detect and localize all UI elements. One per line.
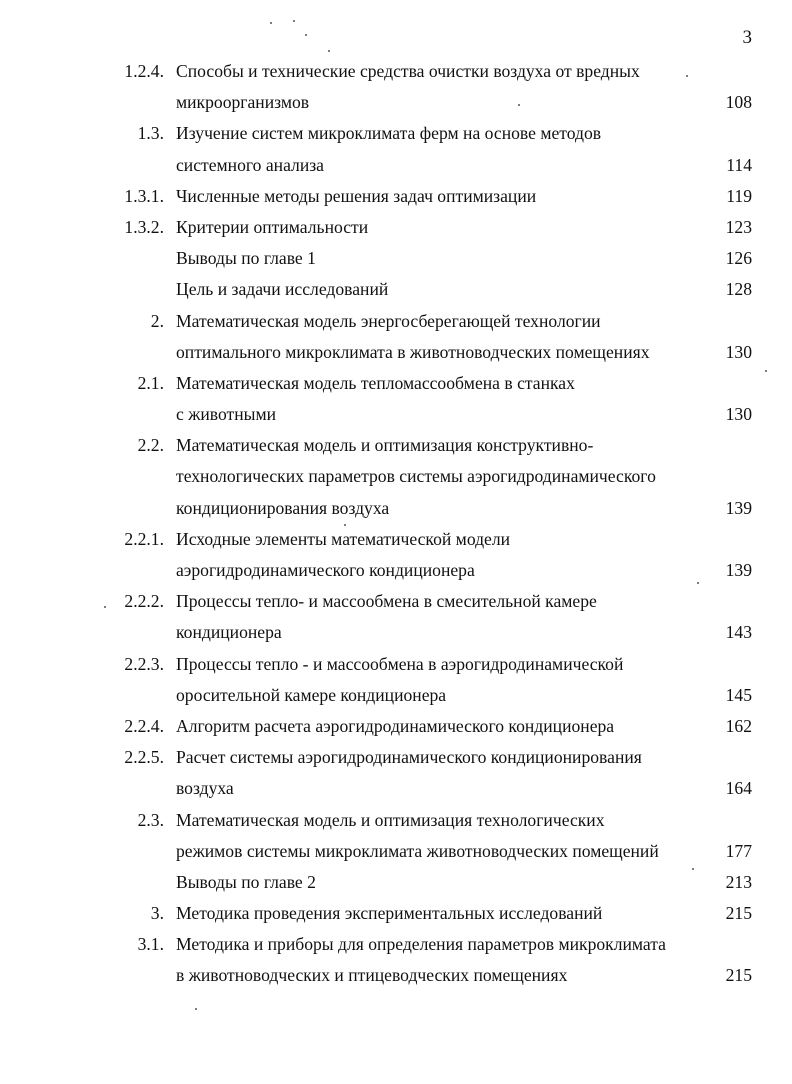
scan-speck bbox=[328, 50, 330, 52]
toc-section-number: 2.2.3. bbox=[124, 653, 164, 674]
toc-page-number: 139 bbox=[725, 560, 752, 580]
toc-line bbox=[0, 181, 792, 212]
scan-speck bbox=[104, 606, 106, 608]
toc-entry bbox=[0, 524, 792, 586]
toc-page-number: 215 bbox=[725, 903, 752, 924]
toc-section-number: 1.3.2. bbox=[124, 216, 164, 237]
toc-entry bbox=[0, 805, 792, 867]
scan-speck bbox=[518, 104, 520, 106]
toc-entry bbox=[0, 243, 792, 274]
toc-line bbox=[0, 493, 792, 524]
toc-line bbox=[0, 87, 792, 118]
scan-speck bbox=[195, 1008, 197, 1010]
scan-speck bbox=[305, 34, 307, 36]
toc-entry bbox=[0, 274, 792, 305]
toc-line bbox=[0, 805, 792, 836]
toc-page-number: 119 bbox=[726, 185, 752, 206]
toc-entry bbox=[0, 649, 792, 711]
toc-line bbox=[0, 867, 792, 898]
toc-page-number: 164 bbox=[725, 778, 752, 799]
toc-section-number: 2.2.1. bbox=[124, 528, 164, 549]
toc-line bbox=[0, 617, 792, 648]
toc-line bbox=[0, 430, 792, 461]
toc-page-number: 108 bbox=[725, 92, 752, 113]
toc-title: воздуха bbox=[176, 778, 234, 799]
toc-title: Математическая модель и оптимизация конструктивно- bbox=[176, 435, 594, 456]
scan-speck bbox=[692, 868, 694, 870]
toc-title: Математическая модель тепломассообмена в станках bbox=[176, 372, 575, 393]
toc-line bbox=[0, 960, 792, 991]
toc-section-number: 2.2.2. bbox=[124, 591, 164, 612]
toc-entry bbox=[0, 898, 792, 929]
toc-line bbox=[0, 274, 792, 305]
toc-line bbox=[0, 56, 792, 87]
toc-title: Критерии оптимальности bbox=[176, 216, 369, 237]
toc-line bbox=[0, 898, 792, 929]
toc-title: Математическая модель и оптимизация технологических bbox=[176, 809, 605, 830]
toc-entry bbox=[0, 586, 792, 648]
toc-line bbox=[0, 555, 792, 586]
toc-line bbox=[0, 337, 792, 368]
toc-line bbox=[0, 368, 792, 399]
toc-line bbox=[0, 586, 792, 617]
scan-speck bbox=[686, 75, 688, 77]
toc-section-number: 3. bbox=[150, 903, 164, 924]
toc-entry bbox=[0, 929, 792, 991]
toc-page-number: 126 bbox=[725, 248, 752, 269]
toc-entry bbox=[0, 306, 792, 368]
toc-line bbox=[0, 461, 792, 492]
toc-line bbox=[0, 711, 792, 742]
scan-speck bbox=[697, 582, 699, 584]
toc-page-number: 130 bbox=[725, 341, 752, 362]
toc-page-number: 143 bbox=[725, 622, 752, 643]
toc-page-number: 130 bbox=[725, 404, 752, 425]
toc-title: Изучение систем микроклимата ферм на основе методов bbox=[176, 123, 602, 144]
toc-line bbox=[0, 243, 792, 274]
toc-page-number: 213 bbox=[725, 871, 752, 892]
toc-line bbox=[0, 212, 792, 243]
toc-title: технологических параметров системы аэрогидродинамического bbox=[176, 466, 656, 487]
toc-entry bbox=[0, 711, 792, 742]
toc-section-number: 1.3.1. bbox=[124, 185, 164, 206]
toc-title: оптимального микроклимата в животноводческих помещениях bbox=[176, 341, 650, 362]
toc-line bbox=[0, 150, 792, 181]
toc-entry bbox=[0, 56, 792, 118]
toc-page-number: 123 bbox=[725, 216, 752, 237]
toc-section-number: 1.2.4. bbox=[124, 61, 164, 81]
toc-title: Исходные элементы математической модели bbox=[176, 528, 511, 549]
toc-entry bbox=[0, 368, 792, 430]
toc-title: аэрогидродинамического кондиционера bbox=[176, 560, 475, 580]
toc-section-number: 2.1. bbox=[137, 372, 164, 393]
toc-page-number: 114 bbox=[726, 154, 752, 175]
toc-line bbox=[0, 399, 792, 430]
toc-title: Процессы тепло- и массообмена в смесительной камере bbox=[176, 591, 597, 612]
toc-section-number: 1.3. bbox=[137, 123, 164, 144]
toc-title: Выводы по главе 1 bbox=[176, 248, 316, 269]
toc-title: Алгоритм расчета аэрогидродинамического кондиционера bbox=[176, 715, 615, 736]
toc-title: Процессы тепло - и массообмена в аэрогидродинамической bbox=[176, 653, 624, 674]
toc-title: Расчет системы аэрогидродинамического кондиционирования bbox=[176, 747, 642, 768]
toc-title: режимов системы микроклимата животноводческих помещений bbox=[176, 840, 659, 861]
toc-line bbox=[0, 929, 792, 960]
toc-entry bbox=[0, 430, 792, 524]
toc-title: Методика и приборы для определения параметров микроклимата bbox=[176, 934, 666, 955]
toc-title: Математическая модель энергосберегающей технологии bbox=[176, 310, 601, 331]
scan-speck bbox=[270, 22, 272, 24]
toc-line bbox=[0, 524, 792, 555]
toc-title: Численные методы решения задач оптимизации bbox=[176, 185, 537, 206]
toc-page-number: 162 bbox=[725, 715, 752, 736]
toc-line bbox=[0, 836, 792, 867]
toc-section-number: 2.3. bbox=[137, 809, 164, 830]
toc-page-number: 128 bbox=[725, 279, 752, 300]
page-number: 3 bbox=[742, 27, 752, 48]
toc-line bbox=[0, 306, 792, 337]
toc-title: кондиционера bbox=[176, 622, 282, 643]
scan-speck bbox=[293, 20, 295, 22]
toc-section-number: 2.2. bbox=[137, 435, 164, 456]
toc-title: Выводы по главе 2 bbox=[176, 871, 316, 892]
table-of-contents bbox=[0, 56, 792, 992]
toc-page-number: 139 bbox=[725, 497, 752, 518]
toc-title: Способы и технические средства очистки воздуха от вредных bbox=[176, 61, 640, 81]
toc-section-number: 3.1. bbox=[137, 934, 164, 955]
scan-speck bbox=[344, 524, 346, 526]
toc-line bbox=[0, 649, 792, 680]
toc-page-number: 177 bbox=[725, 840, 752, 861]
toc-entry bbox=[0, 742, 792, 804]
toc-line bbox=[0, 118, 792, 149]
toc-section-number: 2.2.4. bbox=[124, 715, 164, 736]
toc-title: оросительной камере кондиционера bbox=[176, 684, 447, 705]
toc-title: с животными bbox=[176, 404, 277, 425]
toc-section-number: 2. bbox=[150, 310, 164, 331]
toc-entry bbox=[0, 181, 792, 212]
toc-line bbox=[0, 742, 792, 773]
toc-line bbox=[0, 680, 792, 711]
toc-page-number: 145 bbox=[725, 684, 752, 705]
toc-entry bbox=[0, 867, 792, 898]
toc-title: Цель и задачи исследований bbox=[176, 279, 389, 300]
toc-page-number: 215 bbox=[725, 965, 752, 986]
toc-title: микроорганизмов bbox=[176, 92, 310, 113]
scan-speck bbox=[765, 370, 767, 372]
toc-line bbox=[0, 773, 792, 804]
toc-title: системного анализа bbox=[176, 154, 324, 175]
toc-entry bbox=[0, 212, 792, 243]
toc-title: кондиционирования воздуха bbox=[176, 497, 390, 518]
toc-entry bbox=[0, 118, 792, 180]
toc-title: Методика проведения экспериментальных исследований bbox=[176, 903, 603, 924]
toc-title: в животноводческих и птицеводческих помещениях bbox=[176, 965, 568, 986]
toc-section-number: 2.2.5. bbox=[124, 747, 164, 768]
